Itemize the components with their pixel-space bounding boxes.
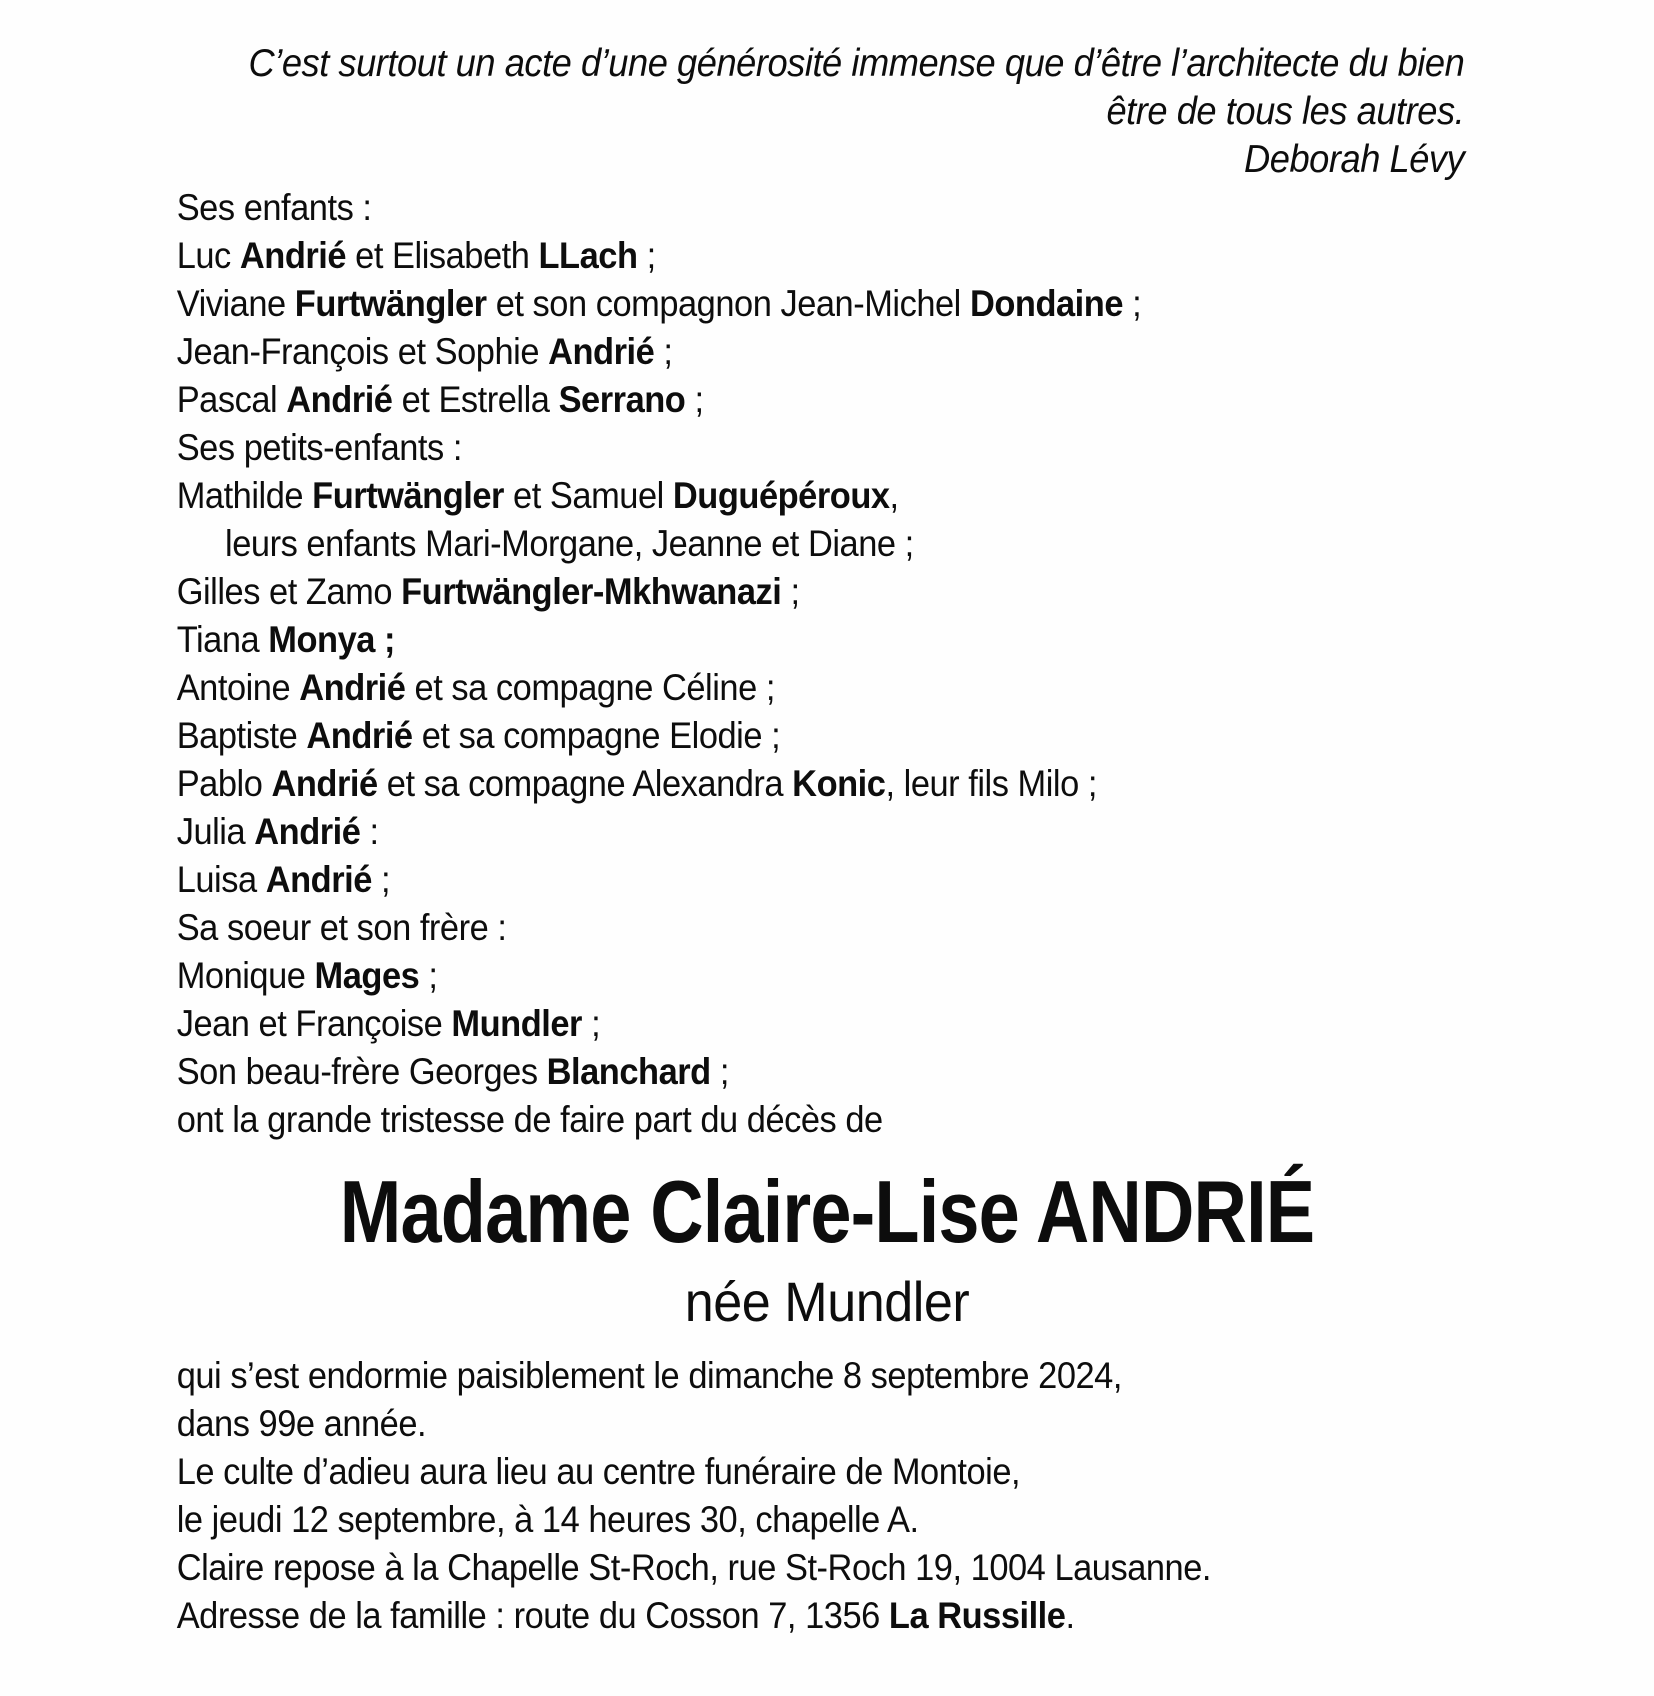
family-line: Ses petits-enfants : [176, 427, 462, 468]
family-line: Gilles et Zamo Furtwängler-Mkhwanazi ; [176, 571, 800, 612]
family-line: Tiana Monya ; [176, 619, 396, 660]
family-line: Luisa Andrié ; [176, 859, 391, 900]
family-line: Pascal Andrié et Estrella Serrano ; [176, 379, 704, 420]
detail-line: le jeudi 12 septembre, à 14 heures 30, chapelle A. [176, 1499, 919, 1540]
detail-line: Adresse de la famille : route du Cosson 7, 1356 La Russille. [176, 1595, 1075, 1636]
epigraph-quote [116, 40, 1654, 184]
family-line: Antoine Andrié et sa compagne Céline ; [176, 667, 775, 708]
detail-line: qui s’est endormie paisiblement le dimanche 8 septembre 2024, [176, 1355, 1122, 1396]
family-line: Son beau-frère Georges Blanchard ; [176, 1051, 729, 1092]
family-line: Julia Andrié : [176, 811, 379, 852]
family-line: Baptiste Andrié et sa compagne Elodie ; [176, 715, 781, 756]
obituary-notice [0, 40, 1654, 1696]
family-list [0, 184, 1538, 1144]
detail-line: Le culte d’adieu aura lieu au centre funéraire de Montoie, [176, 1451, 1021, 1492]
maiden-name-subtitle: née Mundler [684, 1270, 970, 1333]
family-line: ont la grande tristesse de faire part du décès de [176, 1099, 883, 1140]
funeral-details [0, 1352, 1538, 1640]
quote-line-1: C’est surtout un acte d’une générosité immense que d’être l’architecte du bien [248, 42, 1465, 85]
detail-line: Claire repose à la Chapelle St-Roch, rue St-Roch 19, 1004 Lausanne. [176, 1547, 1211, 1588]
family-line: Sa soeur et son frère : [176, 907, 507, 948]
family-line: leurs enfants Mari-Morgane, Jeanne et Diane ; [225, 523, 914, 564]
deceased-name-title: Madame Claire-Lise ANDRIÉ [339, 1162, 1315, 1261]
family-line: Monique Mages ; [176, 955, 438, 996]
family-line: Viviane Furtwängler et son compagnon Jean-Michel Dondaine ; [176, 283, 1142, 324]
family-line: Ses enfants : [176, 187, 372, 228]
quote-line-2: être de tous les autres. [1106, 90, 1465, 133]
family-line: Jean et Françoise Mundler ; [176, 1003, 601, 1044]
family-line: Jean-François et Sophie Andrié ; [176, 331, 673, 372]
family-line: Mathilde Furtwängler et Samuel Duguépéroux, [176, 475, 899, 516]
family-line: Pablo Andrié et sa compagne Alexandra Konic, leur fils Milo ; [176, 763, 1097, 804]
detail-line: dans 99e année. [176, 1403, 427, 1444]
family-line: Luc Andrié et Elisabeth LLach ; [176, 235, 656, 276]
quote-attribution: Deborah Lévy [1244, 138, 1465, 181]
